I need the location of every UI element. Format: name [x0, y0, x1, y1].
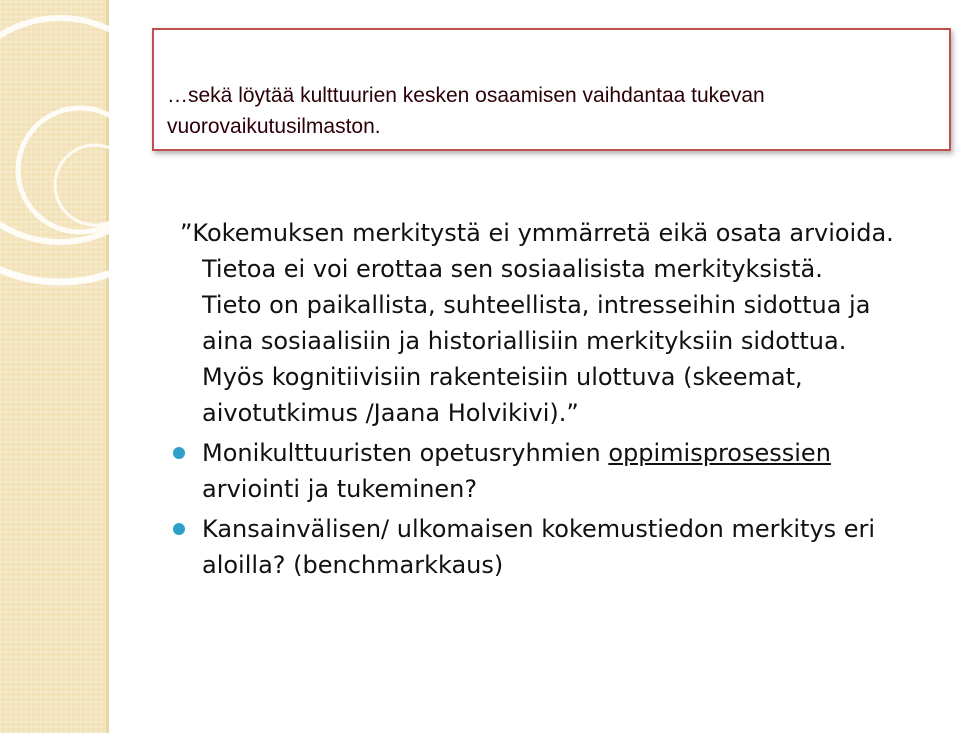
quote-line-1: ”Kokemuksen merkitystä ei ymmärretä eikä osata arvioida. — [180, 219, 894, 247]
quote-line-4: aina sosiaalisiin ja historiallisiin merkityksiin sidottua. — [202, 327, 847, 355]
quote-line-5: Myös kognitiivisiin rakenteisiin ulottuva (skeemat, — [202, 363, 803, 391]
quote-line-2: Tietoa ei voi erottaa sen sosiaalisista merkityksistä. — [202, 255, 823, 283]
bullet-item-1 — [170, 435, 940, 507]
quote-line-3: Tieto on paikallista, suhteellista, intresseihin sidottua ja — [202, 291, 871, 319]
bullet-dot-icon — [173, 447, 185, 459]
ring-mid — [0, 18, 172, 242]
quote-line-6: aivotutkimus /Jaana Holvikivi).” — [202, 399, 579, 427]
bullet-1-line-1 — [202, 435, 940, 471]
bullet-2-line-2: aloilla? (benchmarkkaus) — [202, 551, 504, 579]
bullet-1-prefix: Monikulttuuristen opetusryhmien — [202, 439, 609, 467]
slide-content — [170, 215, 940, 583]
bullet-1-line-2: arviointi ja tukeminen? — [202, 475, 478, 503]
quote-paragraph — [170, 215, 940, 431]
bullet-item-2 — [170, 511, 940, 583]
slide-title: …sekä löytää kulttuurien kesken osaamisen vaihdantaa tukevan vuorovaikutusilmaston. — [167, 84, 765, 138]
ring-tiny — [55, 145, 135, 225]
title-box — [152, 28, 951, 151]
bullet-2-line-1: Kansainvälisen/ ulkomaisen kokemustiedon merkitys eri — [202, 515, 876, 543]
bullet-dot-icon — [173, 523, 185, 535]
bullet-1-underlined: oppimisprosessien — [608, 439, 831, 467]
